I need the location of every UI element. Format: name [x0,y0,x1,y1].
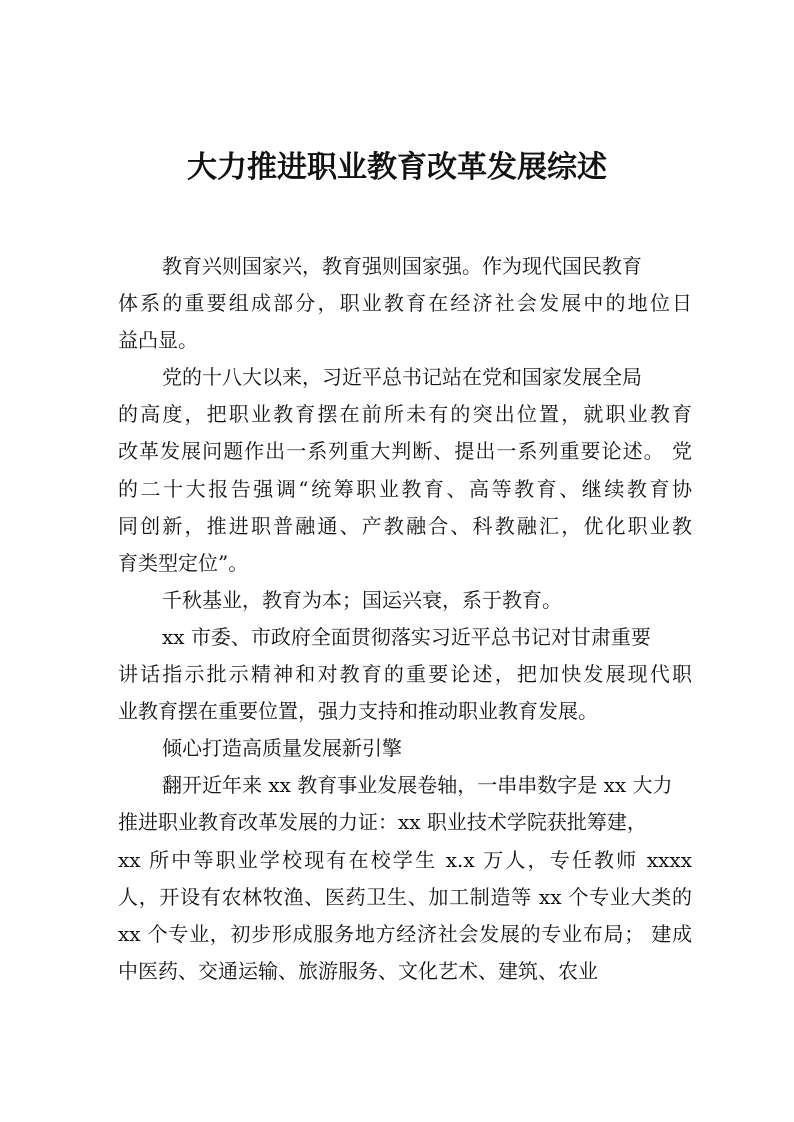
text-line: xx 所中等职业学校现有在校学生 x.x 万人，专任教师 xxxx [118,847,692,872]
text-line: 千秋基业，教育为本；国运兴衰，系于教育。 [162,587,562,612]
document-body [118,248,698,990]
text-line: xx 市委、市政府全面贯彻落实习近平总书记对甘肃重要 [162,624,651,649]
text-line: 改革发展问题作出一系列重大判断、提出一系列重要论述。 党 [118,439,692,464]
text-line: 体系的重要组成部分，职业教育在经济社会发展中的地位日 [118,291,692,316]
text-line: 益凸显。 [118,328,198,353]
text-line: 翻开近年来 xx 教育事业发展卷轴，一串串数字是 xx 大力 [162,773,673,798]
document-title: 大力推进职业教育改革发展综述 [187,150,607,185]
text-line: 人，开设有农林牧渔、医药卫生、加工制造等 xx 个专业大类的 [118,884,692,909]
text-line: 推进职业教育改革发展的力证：xx 职业技术学院获批筹建， [118,810,647,835]
text-line: 同创新，推进职普融通、产教融合、科教融汇，优化职业教 [118,513,692,538]
text-line: 业教育摆在重要位置，强力支持和推动职业教育发展。 [118,699,598,724]
text-line: 育类型定位”。 [118,550,249,575]
text-line: 党的十八大以来，习近平总书记站在党和国家发展全局 [162,365,642,390]
text-line: 的高度，把职业教育摆在前所未有的突出位置，就职业教育 [118,402,692,427]
text-line: 教育兴则国家兴，教育强则国家强。作为现代国民教育 [162,254,642,278]
text-line: 讲话指示批示精神和对教育的重要论述，把加快发展现代职 [118,662,692,687]
text-line: xx 个专业，初步形成服务地方经济社会发展的专业布局； 建成 [118,921,692,946]
section-heading: 倾心打造高质量发展新引擎 [162,736,402,761]
text-line: 的二十大报告强调“统筹职业教育、高等教育、继续教育协 [118,476,692,501]
text-line: 中医药、交通运输、旅游服务、文化艺术、建筑、农业 [118,958,598,983]
